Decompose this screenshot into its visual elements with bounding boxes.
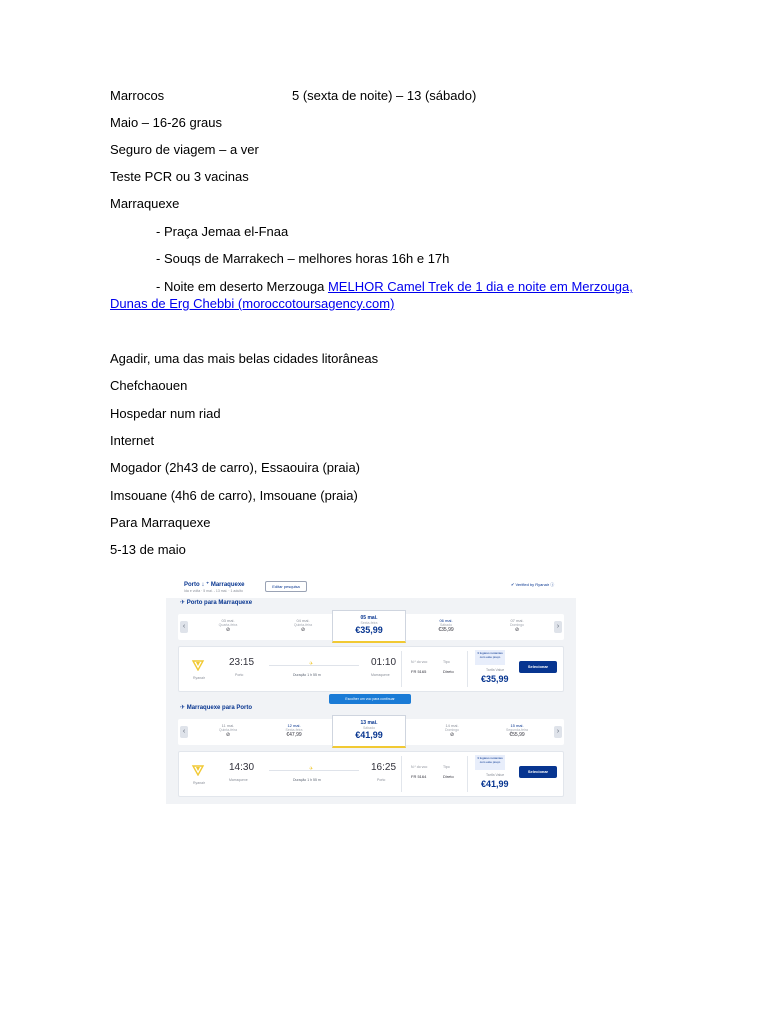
weekday-label: Sexta-feira (285, 728, 303, 732)
date-price: €41,99 (355, 730, 383, 740)
imsouane-line: Imsouane (4h6 de carro), Imsouane (praia) (110, 488, 358, 503)
arrival-place: Porto (377, 778, 386, 782)
outbound-title (180, 599, 252, 606)
marrakech-heading: Marraquexe (110, 196, 180, 211)
agadir-line: Agadir, uma das mais belas cidades litorâneas (110, 351, 379, 366)
flight-path-line (269, 665, 359, 666)
departure-place: Marraquexe (229, 778, 248, 782)
riad-line: Hospedar num riad (110, 406, 221, 421)
date-cell[interactable] (192, 719, 264, 745)
divider (401, 651, 402, 687)
to-marrakech-line: Para Marraquexe (110, 515, 211, 530)
country-label: Marrocos (110, 88, 165, 103)
trip-dates: 5 (sexta de noite) – 13 (sábado) (292, 88, 477, 103)
date-price: €55,99 (509, 732, 525, 738)
date-label: 07 mai. (510, 618, 524, 623)
ryanair-harp-icon (191, 764, 205, 776)
internet-line: Internet (110, 433, 155, 448)
departure-time: 23:15 (229, 657, 255, 668)
departure-time: 14:30 (229, 762, 255, 773)
arrival-time: 01:10 (371, 657, 397, 668)
date-cell[interactable] (410, 614, 482, 640)
link-continuation (110, 296, 394, 312)
divider (467, 756, 468, 792)
date-label: 12 mai. (287, 723, 301, 728)
plane-icon: ✈ (180, 705, 187, 711)
outbound-title-text: Porto para Marraquexe (186, 600, 253, 606)
check-icon: ✔ (511, 582, 515, 587)
chefchaouen-line: Chefchaouen (110, 378, 188, 393)
arrival-time: 16:25 (371, 762, 397, 773)
date-label: 04 mai. (296, 618, 310, 623)
arrival-place: Marraquexe (371, 673, 390, 677)
flight-type-label: Tipo (443, 660, 450, 664)
camel-trek-link[interactable]: MELHOR Camel Trek de 1 dia e noite em Merzouga, (327, 279, 633, 294)
title-line (110, 88, 477, 104)
date-cell[interactable] (267, 614, 339, 640)
date-label: 06 mai. (439, 618, 453, 623)
info-icon: ⓘ (550, 582, 555, 587)
bullet-merzouga (156, 279, 633, 295)
date-price: €47,99 (286, 732, 302, 738)
flight-number: FR 5164 (411, 774, 427, 779)
flight-duration: Duração 1 h 55 m (293, 673, 321, 677)
weekday-label: Segunda-feira (506, 728, 528, 732)
seats-left-badge: 3 lugares restantes com este preço (475, 650, 505, 665)
flight-type: Direto (443, 669, 454, 674)
date-label: 13 mai. (360, 720, 378, 726)
plane-icon: ✈ (309, 766, 314, 772)
no-flight-icon: ⊘ (300, 627, 306, 633)
divider (467, 651, 468, 687)
weekday-label: Quinta-feira (218, 728, 238, 732)
outbound-flight-card[interactable] (178, 646, 564, 692)
insurance-line: Seguro de viagem – a ver (110, 142, 259, 157)
flight-number-label: N.º do voo (411, 765, 428, 769)
seats-left-badge: 3 lugares restantes com este preço (475, 755, 505, 770)
weekday-label: Sexta-feira (360, 621, 378, 625)
plane-icon: ✈ (180, 600, 187, 606)
merzouga-text: - Noite em deserto Merzouga (156, 279, 328, 294)
no-flight-icon: ⊘ (449, 732, 455, 738)
no-flight-icon: ⊘ (514, 627, 520, 633)
flight-path-line (269, 770, 359, 771)
bullet-souqs: - Souqs de Marrakech – melhores horas 16h e 17h (156, 251, 450, 266)
inbound-date-bar (178, 719, 564, 745)
select-outbound-button[interactable]: Selecionar (519, 661, 557, 673)
route-subtitle: Ida e volta · 5 mai. - 13 mai. · 1 adulto (184, 589, 243, 593)
weekday-label: Domingo (509, 623, 524, 627)
choose-flight-tooltip: Escolher um voo para continuar (329, 694, 411, 704)
flight-price: €35,99 (481, 674, 509, 684)
date-label: 15 mai. (510, 723, 524, 728)
date-label: 05 mai. (360, 615, 378, 621)
fare-label: Tarifa Value (486, 773, 505, 777)
date-label: 14 mai. (445, 723, 459, 728)
weather-line: Maio – 16-26 graus (110, 115, 223, 130)
date-cell[interactable] (481, 614, 553, 640)
departure-place: Porto (235, 673, 244, 677)
no-flight-icon: ⊘ (225, 732, 231, 738)
weekday-label: Sábado (439, 623, 453, 627)
fare-label: Tarifa Value (486, 668, 505, 672)
weekday-label: Sábado (362, 726, 376, 730)
verified-badge (511, 582, 554, 588)
airline-name: Ryanair (193, 676, 206, 680)
no-flight-icon: ⊘ (225, 627, 231, 633)
date-label: 03 mai. (221, 618, 235, 623)
flight-number-label: N.º do voo (411, 660, 428, 664)
flight-number: FR 5165 (411, 669, 427, 674)
edit-search-button[interactable]: Editar pesquisa (265, 581, 307, 592)
flight-type: Direto (443, 774, 454, 779)
date-price: €35,99 (438, 627, 454, 633)
date-cell[interactable] (258, 719, 330, 745)
chevron-right-icon[interactable]: › (554, 621, 562, 633)
chevron-right-icon[interactable]: › (554, 726, 562, 738)
date-cell-selected[interactable] (332, 715, 406, 748)
inbound-title (180, 704, 252, 711)
camel-trek-link-continued[interactable]: Dunas de Erg Chebbi (moroccotoursagency.com) (110, 296, 395, 311)
flight-type-label: Tipo (443, 765, 450, 769)
date-cell[interactable] (481, 719, 553, 745)
flight-screenshot (166, 574, 576, 804)
weekday-label: Domingo (444, 728, 459, 732)
ryanair-harp-icon (191, 659, 205, 671)
flight-price: €41,99 (481, 779, 509, 789)
date-cell[interactable] (192, 614, 264, 640)
flight-duration: Duração 1 h 55 m (293, 778, 321, 782)
chevron-left-icon[interactable]: ‹ (180, 621, 188, 633)
search-header (166, 574, 576, 598)
chevron-left-icon[interactable]: ‹ (180, 726, 188, 738)
divider (401, 756, 402, 792)
pcr-line: Teste PCR ou 3 vacinas (110, 169, 249, 184)
date-label: 11 mai. (221, 723, 235, 728)
airline-name: Ryanair (193, 781, 206, 785)
bullet-jemaa: - Praça Jemaa el-Fnaa (156, 224, 289, 239)
select-inbound-button[interactable]: Selecionar (519, 766, 557, 778)
route-title: Porto ↓ ⁺ Marraquexe (184, 582, 245, 588)
date-price: €35,99 (355, 625, 383, 635)
weekday-label: Quinta-feira (293, 623, 313, 627)
weekday-label: Quarta-feira (218, 623, 238, 627)
date-cell[interactable] (416, 719, 488, 745)
inbound-title-text: Marraquexe para Porto (186, 705, 253, 711)
verified-label: Verified by Ryanair (515, 582, 550, 587)
outbound-date-bar (178, 614, 564, 640)
inbound-flight-card[interactable] (178, 751, 564, 797)
date-cell-selected[interactable] (332, 610, 406, 643)
mogador-line: Mogador (2h43 de carro), Essaouira (praia) (110, 460, 361, 475)
may-dates-line: 5-13 de maio (110, 542, 186, 557)
plane-icon: ✈ (309, 661, 314, 667)
